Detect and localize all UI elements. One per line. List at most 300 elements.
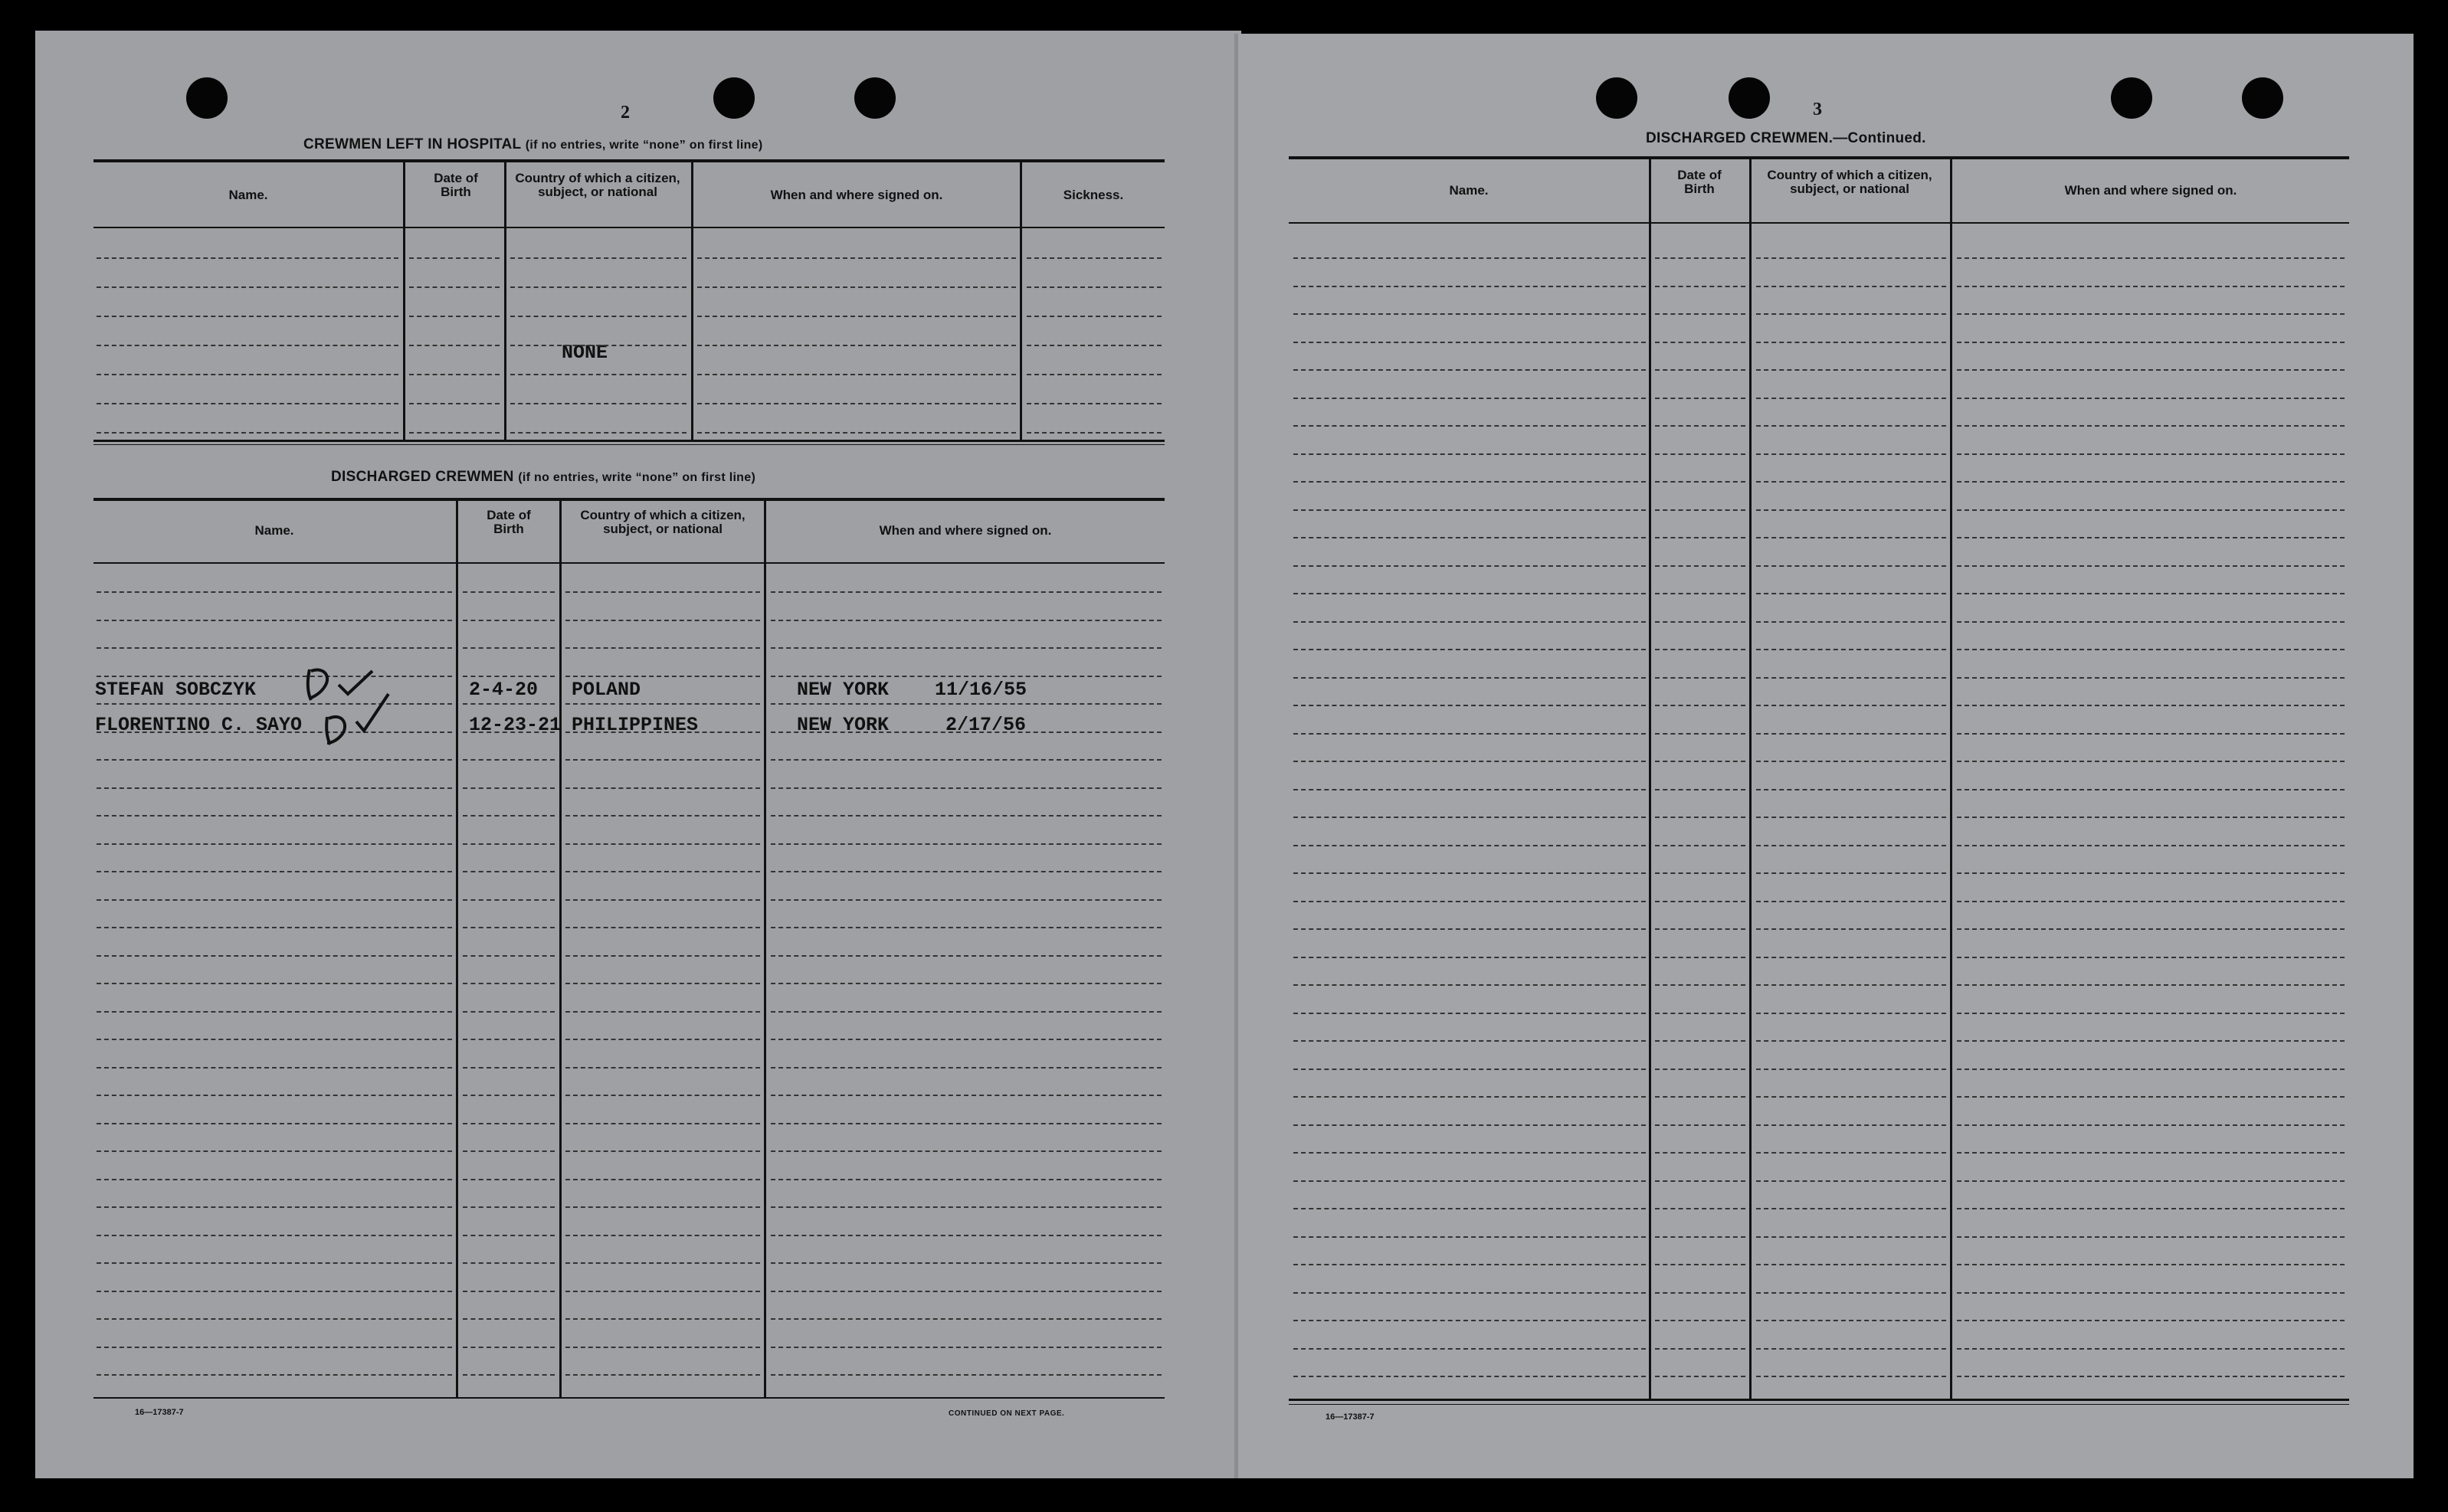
ruled-line [1293,565,1646,567]
ruled-line [1655,761,1745,762]
ruled-line [1293,1320,1646,1321]
ruled-line [97,345,398,346]
handwritten-check-mark [318,689,402,751]
ruled-line [1756,1292,1946,1294]
ruled-line [1293,1096,1646,1098]
form-number: 16—17387-7 [1326,1412,1375,1422]
ruled-line [771,1150,1162,1152]
ruled-line [1957,1236,2345,1238]
ruled-line [1293,761,1646,762]
ruled-line [771,815,1162,817]
ruled-line [1756,1124,1946,1126]
ruled-line [97,1095,452,1096]
ruled-line [771,983,1162,984]
ruled-line [1293,369,1646,371]
ruled-line [510,403,687,404]
ruled-line [1655,1320,1745,1321]
ruled-line [565,591,760,593]
ruled-line [97,1067,452,1069]
ruled-line [1957,425,2345,427]
ruled-line [1293,1208,1646,1209]
ruled-line [463,1123,555,1124]
ruled-line [1655,845,1745,846]
ruled-line [97,1039,452,1040]
ruled-line [97,1291,452,1292]
ruled-line [510,345,687,346]
ruled-line [771,1235,1162,1236]
ruled-line [1756,313,1946,315]
ruled-line [1655,621,1745,623]
ruled-line [1957,677,2345,679]
ruled-line [771,1347,1162,1348]
ruled-line [1756,1236,1946,1238]
ruled-line [1293,1013,1646,1014]
crew-dob: 12-23-21 [469,714,562,736]
ruled-line [510,257,687,259]
ruled-line [1957,1152,2345,1154]
ruled-line [1655,453,1745,455]
ruled-line [697,374,1016,375]
ruled-line [1293,481,1646,483]
punch-hole [1596,77,1637,119]
ruled-line [1293,1124,1646,1126]
ruled-line [1293,1376,1646,1377]
ruled-line [1655,257,1745,259]
ruled-line [565,843,760,845]
ruled-line [1756,509,1946,511]
ruled-line [97,403,398,404]
ruled-line [1655,872,1745,874]
ruled-line [1293,872,1646,874]
ruled-line [565,703,760,705]
ruled-line [1293,313,1646,315]
ruled-line [771,787,1162,789]
ruled-line [565,1262,760,1264]
right-header-dob: Date of Birth [1677,168,1722,196]
hospital-bottom-rule-2 [93,444,1165,445]
ruled-line [1957,313,2345,315]
ruled-line [1957,1320,2345,1321]
ruled-line [97,374,398,375]
ruled-line [1756,705,1946,706]
ruled-line [1655,1292,1745,1294]
ruled-line [409,432,500,434]
ruled-line [409,257,500,259]
ruled-line [1655,928,1745,930]
ruled-line [1756,957,1946,958]
ruled-line [463,591,555,593]
ruled-line [565,815,760,817]
ruled-line [1957,984,2345,986]
ruled-line [97,1347,452,1348]
ruled-line [97,1123,452,1124]
punch-hole [1729,77,1770,119]
ruled-line [1293,537,1646,538]
ruled-line [1957,537,2345,538]
ruled-line [1756,593,1946,594]
ruled-line [1957,286,2345,287]
ruled-line [1655,957,1745,958]
hospital-col-divider [403,162,405,441]
ruled-line [1756,1348,1946,1350]
ruled-line [1027,403,1162,404]
ruled-line [97,983,452,984]
ruled-line [1293,1236,1646,1238]
ruled-line [1293,1264,1646,1265]
ruled-line [1756,257,1946,259]
ruled-line [97,871,452,872]
ruled-line [1756,789,1946,790]
ruled-line [565,676,760,677]
hospital-section-title [303,136,763,153]
continued-note: CONTINUED ON NEXT PAGE. [949,1409,1065,1418]
ruled-line [1293,1152,1646,1154]
ruled-line [463,815,555,817]
ruled-line [1756,1180,1946,1182]
ruled-line [409,374,500,375]
ruled-line [1957,1208,2345,1209]
ruled-line [1655,565,1745,567]
ruled-line [565,1235,760,1236]
ruled-line [771,676,1162,677]
ruled-line [1655,537,1745,538]
ruled-line [1756,1320,1946,1321]
ruled-line [463,1291,555,1292]
ruled-line [463,647,555,649]
ruled-line [409,345,500,346]
ruled-line [510,316,687,317]
ruled-line [1293,398,1646,399]
ruled-line [463,1347,555,1348]
ruled-line [510,286,687,288]
ruled-line [1756,677,1946,679]
right-col-divider [1649,159,1651,1400]
ruled-line [1756,342,1946,343]
ruled-line [771,871,1162,872]
ruled-line [1293,733,1646,735]
ruled-line [1655,649,1745,650]
hospital-header-dob: Date of Birth [434,171,478,199]
crew-signed-date: 11/16/55 [935,679,1027,701]
ruled-line [1957,342,2345,343]
ruled-line [1027,286,1162,288]
ruled-line [1957,872,2345,874]
ruled-line [97,1150,452,1152]
ruled-line [97,316,398,317]
ruled-line [1655,1152,1745,1154]
ruled-line [1293,984,1646,986]
ruled-line [1027,432,1162,434]
ruled-line [463,1206,555,1208]
ruled-line [771,1374,1162,1376]
ruled-line [1655,1069,1745,1070]
ruled-line [1756,761,1946,762]
right-header-rule [1289,222,2349,224]
ruled-line [463,1067,555,1069]
ruled-line [463,787,555,789]
ruled-line [97,843,452,845]
ruled-line [97,432,398,434]
ruled-line [565,1123,760,1124]
ruled-line [97,899,452,901]
ruled-line [1756,398,1946,399]
ruled-line [565,983,760,984]
ruled-line [97,591,452,593]
crew-signed-place: NEW YORK [797,714,890,736]
ruled-line [463,1095,555,1096]
right-page [1238,34,2414,1478]
punch-hole [2242,77,2283,119]
ruled-line [97,1206,452,1208]
hospital-header-country: Country of which a citizen, subject, or national [515,171,680,199]
ruled-line [97,815,452,817]
discharged-header-name: Name. [254,523,294,538]
ruled-line [565,1011,760,1013]
ruled-line [1293,1069,1646,1070]
ruled-line [97,620,452,621]
discharged-header-signed-on: When and where signed on. [879,523,1052,538]
ruled-line [1655,1180,1745,1182]
ruled-line [1957,481,2345,483]
ruled-line [463,871,555,872]
ruled-line [1756,1013,1946,1014]
ruled-line [1655,789,1745,790]
ruled-line [1756,565,1946,567]
ruled-line [97,257,398,259]
ruled-line [463,1262,555,1264]
right-header-name: Name. [1449,183,1489,198]
page-number: 2 [621,103,630,123]
ruled-line [1655,733,1745,735]
ruled-line [97,1011,452,1013]
punch-hole [186,77,228,119]
ruled-line [1655,817,1745,818]
ruled-line [1756,1040,1946,1042]
ruled-line [697,257,1016,259]
crew-name: FLORENTINO C. SAYO [95,714,303,736]
ruled-line [463,1235,555,1236]
ruled-line [1293,1040,1646,1042]
ruled-line [1957,1124,2345,1126]
discharged-header-rule [93,562,1165,564]
ruled-line [1756,733,1946,735]
ruled-line [463,703,555,705]
ruled-line [1655,425,1745,427]
ruled-line [1957,1013,2345,1014]
ruled-line [1957,957,2345,958]
ruled-line [697,432,1016,434]
discharged-title-note: (if no entries, write “none” on first line) [518,471,756,484]
ruled-line [409,316,500,317]
ruled-line [1957,1180,2345,1182]
ruled-line [771,1291,1162,1292]
crew-country: PHILIPPINES [572,714,699,736]
hospital-title-text: CREWMEN LEFT IN HOSPITAL [303,136,522,152]
ruled-line [1027,316,1162,317]
ruled-line [1957,453,2345,455]
ruled-line [1655,1348,1745,1350]
ruled-line [463,1179,555,1180]
ruled-line [697,286,1016,288]
right-bottom-rule [1289,1399,2349,1401]
ruled-line [463,1150,555,1152]
ruled-line [1655,1264,1745,1265]
ruled-line [1655,313,1745,315]
ruled-line [1293,593,1646,594]
discharged-col-divider [764,501,766,1397]
ruled-line [1957,257,2345,259]
ruled-line [97,676,452,677]
ruled-line [1655,1013,1745,1014]
ruled-line [97,927,452,928]
ruled-line [565,871,760,872]
discharged-section-title [331,469,755,486]
ruled-line [565,1095,760,1096]
ruled-line [1957,1264,2345,1265]
ruled-line [1655,705,1745,706]
ruled-line [1957,509,2345,511]
ruled-line [409,403,500,404]
crew-dob: 2-4-20 [469,679,539,701]
ruled-line [565,647,760,649]
ruled-line [463,1011,555,1013]
ruled-line [463,955,555,957]
punch-hole [713,77,755,119]
ruled-line [771,1039,1162,1040]
ruled-line [1655,1040,1745,1042]
ruled-line [1756,845,1946,846]
ruled-line [1756,649,1946,650]
ruled-line [1756,537,1946,538]
ruled-line [771,955,1162,957]
ruled-line [565,787,760,789]
ruled-line [1957,1069,2345,1070]
hospital-header-rule [93,227,1165,228]
ruled-line [1655,481,1745,483]
discharged-col-divider [456,501,458,1397]
ruled-line [1293,817,1646,818]
ruled-line [565,1291,760,1292]
punch-hole [854,77,896,119]
ruled-line [1655,369,1745,371]
ruled-line [1655,286,1745,287]
ruled-line [1293,649,1646,650]
ruled-line [1756,481,1946,483]
ruled-line [463,676,555,677]
ruled-line [1756,1376,1946,1377]
ruled-line [1655,1096,1745,1098]
ruled-line [1957,705,2345,706]
ruled-line [97,787,452,789]
hospital-col-divider [691,162,693,441]
ruled-line [1756,453,1946,455]
ruled-line [463,927,555,928]
left-page [35,31,1241,1478]
ruled-line [463,843,555,845]
ruled-line [463,983,555,984]
ruled-line [771,1067,1162,1069]
ruled-line [1655,593,1745,594]
ruled-line [771,647,1162,649]
ruled-line [1293,342,1646,343]
ruled-line [771,759,1162,761]
ruled-line [409,286,500,288]
ruled-line [1293,621,1646,623]
ruled-line [97,1318,452,1320]
ruled-line [463,620,555,621]
ruled-line [97,286,398,288]
hospital-col-divider [504,162,506,441]
ruled-line [1293,257,1646,259]
ruled-line [1957,733,2345,735]
hospital-top-rule [93,159,1165,162]
ruled-line [1293,957,1646,958]
ruled-line [463,899,555,901]
ruled-line [697,345,1016,346]
ruled-line [1655,1208,1745,1209]
ruled-line [1756,286,1946,287]
ruled-line [1957,1348,2345,1350]
ruled-line [97,1179,452,1180]
hospital-header-name: Name. [228,188,268,202]
ruled-line [1756,872,1946,874]
ruled-line [1957,649,2345,650]
ruled-line [1756,425,1946,427]
ruled-line [771,927,1162,928]
ruled-line [463,759,555,761]
ruled-line [1957,1040,2345,1042]
ruled-line [565,927,760,928]
ruled-line [97,1262,452,1264]
ruled-line [1655,677,1745,679]
ruled-line [1293,453,1646,455]
hospital-header-sickness: Sickness. [1063,188,1124,202]
ruled-line [1756,1096,1946,1098]
ruled-line [697,316,1016,317]
ruled-line [771,1262,1162,1264]
discharged-title-text: DISCHARGED CREWMEN [331,469,514,485]
ruled-line [565,620,760,621]
page-number: 3 [1813,100,1822,119]
ruled-line [1655,1376,1745,1377]
ruled-line [1756,1152,1946,1154]
ruled-line [1957,1376,2345,1377]
discharged-bottom-rule [93,1397,1165,1399]
ruled-line [771,843,1162,845]
ruled-line [565,1318,760,1320]
right-header-country: Country of which a citizen, subject, or national [1767,168,1932,196]
ruled-line [1957,761,2345,762]
ruled-line [771,703,1162,705]
ruled-line [1655,1236,1745,1238]
right-section-title: DISCHARGED CREWMEN.—Continued. [1646,130,1926,146]
ruled-line [1293,1348,1646,1350]
hospital-header-signed-on: When and where signed on. [770,188,943,202]
ruled-line [565,1150,760,1152]
ruled-line [771,620,1162,621]
ruled-line [1756,984,1946,986]
ruled-line [771,1318,1162,1320]
ruled-line [1293,705,1646,706]
ruled-line [1756,1264,1946,1265]
hospital-title-note: (if no entries, write “none” on first line) [525,139,763,152]
right-col-divider [1950,159,1952,1400]
ruled-line [97,759,452,761]
ruled-line [1293,1292,1646,1294]
ruled-line [771,1179,1162,1180]
ruled-line [510,374,687,375]
crew-name: STEFAN SOBCZYK [95,679,257,701]
